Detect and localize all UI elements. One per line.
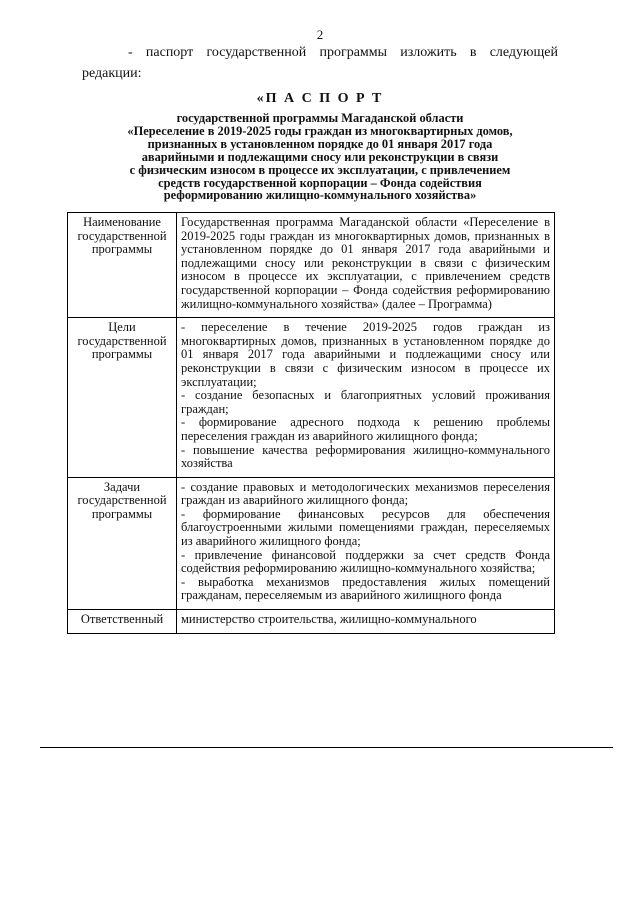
intro-line-1: - паспорт государственной программы изложить в следующей xyxy=(128,45,558,60)
page-bottom-divider xyxy=(40,747,613,748)
value-item: Государственная программа Магаданской области «Переселение в 2019-2025 годы граждан из многоквартирных домов, признанных в установленном порядке до 01 января 2017 года аварийными и подлежащими сносу или реконструкции в связи с физическим износом в процессе их эксплуатации, с привлечением средств государственной корпорации – Фонда содействия реформированию жилищно-коммунального хозяйства» (далее – Программа) xyxy=(181,215,550,311)
program-subtitle xyxy=(82,112,558,202)
row-label: Цели государственной программы xyxy=(68,318,177,478)
subtitle-line: государственной программы Магаданской области xyxy=(176,111,464,125)
value-item: - формирование финансовых ресурсов для обеспечения благоустроенными жилыми помещениями граждан, переселяемых из аварийного жилищного фонда; xyxy=(181,506,550,549)
value-item: - привлечение финансовой поддержки за счет средств Фонда содействия реформированию жилищно-коммунального хозяйства; xyxy=(181,547,550,576)
passport-title: «П А С П О Р Т xyxy=(256,91,384,106)
value-item: - переселение в течение 2019-2025 годов граждан из многоквартирных домов, признанных в установленном порядке до 01 января 2017 года аварийными и подлежащими сносу или реконструкции в связи с физическим износом в процессе их эксплуатации; xyxy=(181,320,550,389)
subtitle-line: средств государственной корпорации – Фонда содействия xyxy=(158,175,482,190)
table-row-tasks xyxy=(68,477,555,609)
subtitle-line: «Переселение в 2019-2025 годы граждан из многоквартирных домов, xyxy=(127,123,513,138)
row-label: Наименование государственной программы xyxy=(68,213,177,318)
intro-line-2: редакции: xyxy=(82,66,142,81)
passport-table xyxy=(67,212,555,634)
value-item: - выработка механизмов предоставления жилых помещений гражданам, переселяемым из аварийного жилищного фонда xyxy=(181,574,550,603)
subtitle-line: признанных в установленном порядке до 01 января 2017 года xyxy=(147,136,493,151)
value-item: - создание правовых и методологических механизмов переселения граждан из аварийного жилищного фонда; xyxy=(181,479,550,508)
row-value xyxy=(177,318,555,478)
table-row-goals xyxy=(68,318,555,478)
row-label: Ответственный xyxy=(68,610,177,634)
row-value xyxy=(177,213,555,318)
row-value xyxy=(177,477,555,609)
subtitle-line: реформированию жилищно-коммунального хозяйства» xyxy=(163,188,477,203)
value-item: - формирование адресного подхода к решению проблемы переселения граждан из аварийного жилищного фонда; xyxy=(181,415,550,443)
value-item: - создание безопасных и благоприятных условий проживания граждан; xyxy=(181,388,550,416)
subtitle-line: с физическим износом в процессе их эксплуатации, с привлечением xyxy=(129,162,511,177)
table-row-responsible xyxy=(68,610,555,634)
subtitle-line: аварийными и подлежащими сносу или реконструкции в связи xyxy=(141,149,499,164)
value-item: министерство строительства, жилищно-коммунального xyxy=(181,612,477,627)
table-row-program-name xyxy=(68,213,555,318)
row-value xyxy=(177,610,555,634)
row-label: Задачи государственной программы xyxy=(68,477,177,609)
page-number: 2 xyxy=(316,27,324,42)
value-item: - повышение качества реформирования жилищно-коммунального хозяйства xyxy=(181,442,550,471)
